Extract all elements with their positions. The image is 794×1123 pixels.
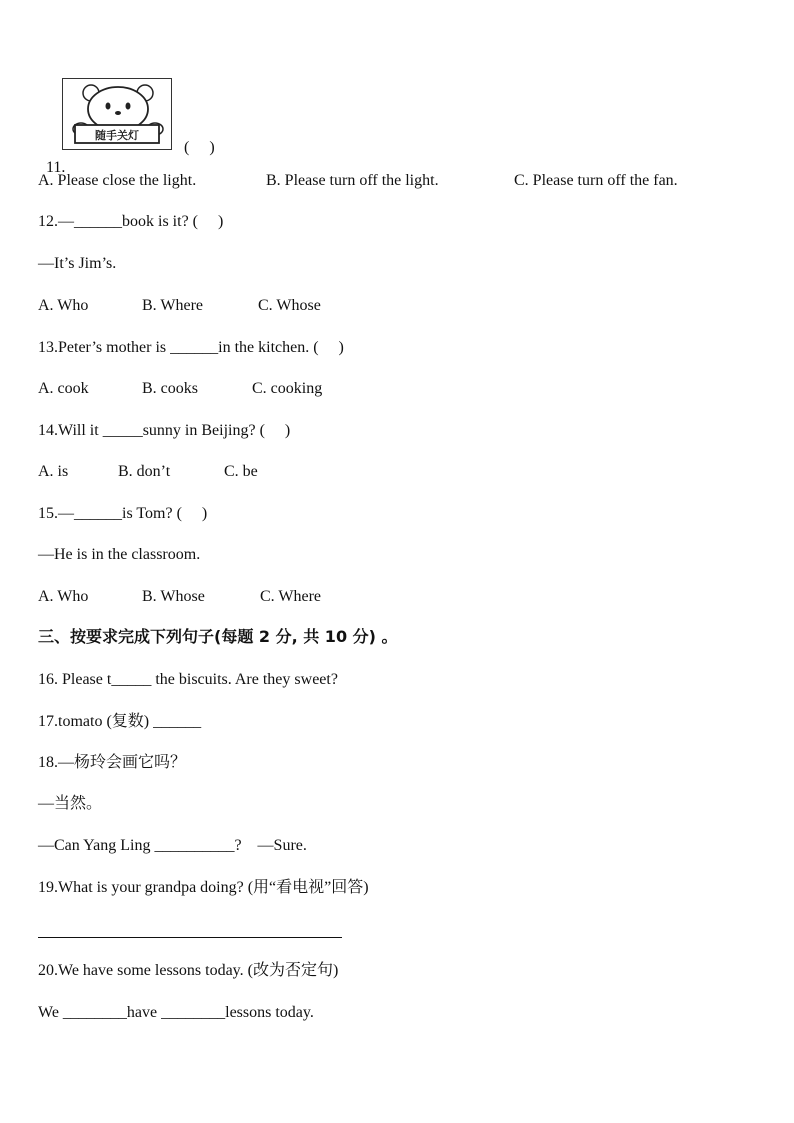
q12-option-b: B. Where: [142, 297, 204, 314]
q16-text: 16. Please t_____ the biscuits. Are they sweet?: [38, 671, 338, 688]
section-3-heading: 三、按要求完成下列句子(每题 2 分, 共 10 分) 。: [38, 627, 398, 646]
q18-line-1: 18.—杨玲会画它吗？: [38, 754, 187, 771]
q13-stem: 13.Peter’s mother is ______in the kitchen. ( ): [38, 339, 344, 356]
q14-options: [38, 462, 438, 542]
q11-number: 11.: [46, 159, 66, 176]
q14-option-b: B. don’t: [118, 463, 171, 480]
q17-text: 17.tomato (复数) ______: [38, 713, 202, 730]
q19-text: 19.What is your grandpa doing? (用“看电视”回答): [38, 879, 369, 896]
q15-option-c: C. Where: [260, 588, 322, 605]
q18-line-2: —当然。: [38, 795, 103, 812]
q18-line-3: —Can Yang Ling __________? —Sure.: [38, 837, 307, 854]
q13-options: [38, 379, 438, 459]
q12-options: [38, 296, 438, 376]
q13-option-c: C. cooking: [252, 380, 323, 397]
q12-answer-line: —It’s Jim’s.: [38, 255, 117, 272]
q15-answer-line: —He is in the classroom.: [38, 546, 201, 563]
q11-option-a: A. Please close the light.: [38, 172, 197, 189]
q11-option-b: B. Please turn off the light.: [266, 172, 439, 189]
q20-text: 20.We have some lessons today. (改为否定句): [38, 962, 339, 979]
q15-option-b: B. Whose: [142, 588, 205, 605]
q13-option-b: B. cooks: [142, 380, 198, 397]
q12-option-a: A. Who: [38, 297, 89, 314]
sign-text: 随手关灯: [95, 129, 139, 142]
q20-answer: We ________have ________lessons today.: [38, 1004, 314, 1021]
q11-options: [38, 171, 758, 251]
q14-option-a: A. is: [38, 463, 69, 480]
q14-stem: 14.Will it _____sunny in Beijing? ( ): [38, 422, 291, 439]
q13-option-a: A. cook: [38, 380, 89, 397]
turn-off-lights-sign-picture: [62, 78, 172, 150]
q12-option-c: C. Whose: [258, 297, 321, 314]
q11-option-c: C. Please turn off the fan.: [514, 172, 678, 189]
q11-paren: ( ): [184, 139, 215, 156]
q15-stem: 15.—______is Tom? ( ): [38, 505, 208, 522]
q14-option-c: C. be: [224, 463, 258, 480]
q19-answer-line: [38, 937, 342, 938]
q15-option-a: A. Who: [38, 588, 89, 605]
q12-stem: 12.—______book is it? ( ): [38, 213, 224, 230]
